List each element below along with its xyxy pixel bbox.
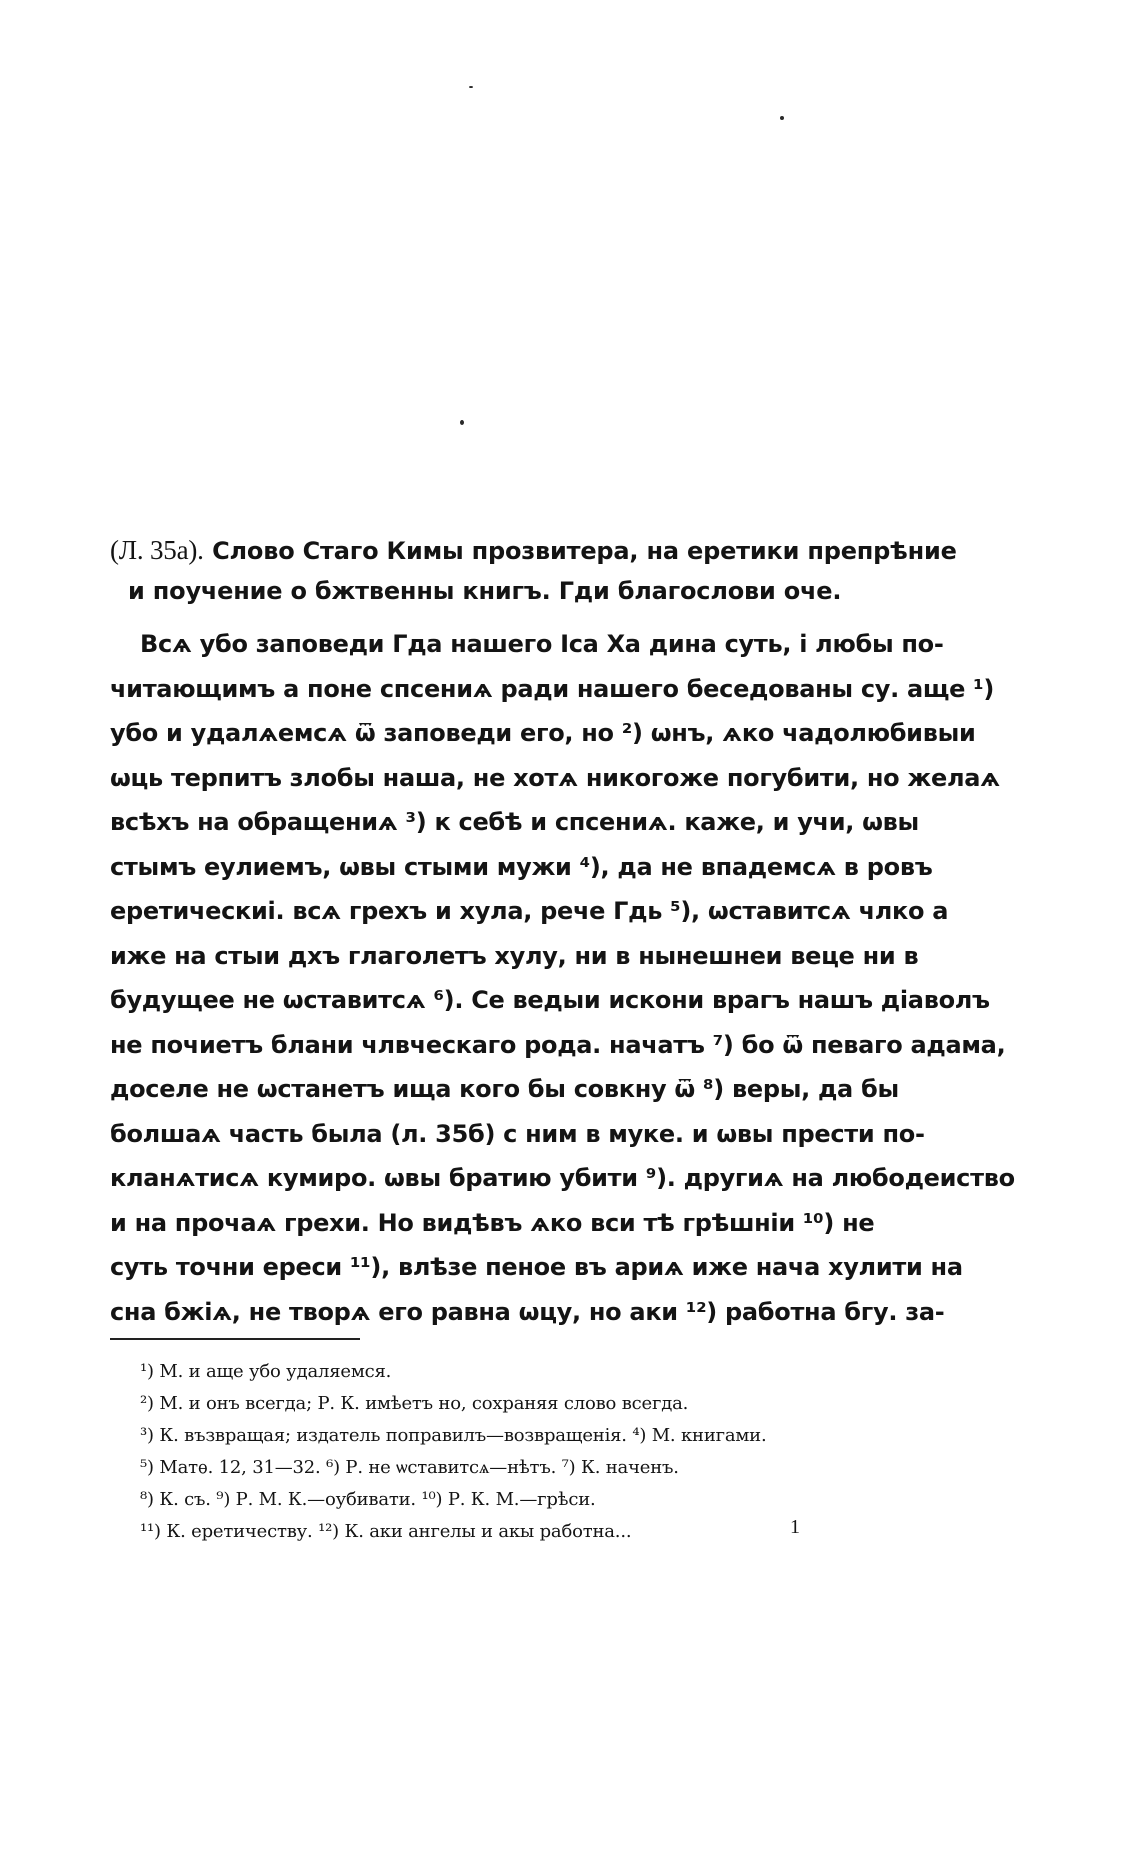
text-line: иже на стыи дхъ глаголетъ хулу, ни в нынешнеи веце ни в <box>110 941 919 970</box>
text-line: болшаѧ часть была (л. 35б) с ним в муке. и ѡвы прести по- <box>110 1119 925 1148</box>
text-line: суть точни ереси ¹¹), влѣзе пеное въ ариѧ иже нача хулити на <box>110 1253 963 1281</box>
footnote-line: ²) М. и онъ всегда; Р. К. имѣетъ но, сохраняя слово всегда. <box>140 1393 689 1414</box>
scan-speck <box>460 420 464 425</box>
text-line: убо и удалѧемсѧ ѿ заповеди его, но ²) ѡнъ, ѧко чадолюбивыи <box>110 719 976 747</box>
text-line: кланѧтисѧ кумиро. ѡвы братию убити ⁹). другиѧ на любодеиство <box>110 1164 1015 1192</box>
footnotes <box>140 1356 880 1548</box>
text-line: ѡць терпитъ злобы наша, не хотѧ никогоже погубити, но желаѧ <box>110 763 1000 792</box>
heading-line-1 <box>110 530 957 571</box>
footnote-line: ¹¹) К. еретичеству. ¹²) К. аки ангелы и акы работна... <box>140 1521 632 1542</box>
text-line: Всѧ убо заповеди Гда нашего Іса Ха дина суть, і любы по- <box>140 630 944 658</box>
heading-title-part-2: и поучение о бжтвенны книгъ. Гди благослови оче. <box>128 577 842 605</box>
footnote-divider <box>110 1338 360 1340</box>
footnote-line: ⁸) К. съ. ⁹) Р. М. К.—оубивати. ¹⁰) Р. К. М.—грѣси. <box>140 1489 596 1510</box>
heading-title-part-1: Слово Стаго Кимы прозвитера, на еретики препрѣние <box>212 537 957 565</box>
main-text <box>110 622 1015 1334</box>
scan-speck <box>780 116 784 120</box>
text-line: не почиетъ блани члвческаго рода. начатъ ⁷) бо ѿ певаго адама, <box>110 1030 1006 1059</box>
text-line: стымъ еулиемъ, ѡвы стыми мужи ⁴), да не впадемсѧ в ровъ <box>110 852 933 881</box>
text-line: читающимъ а поне спсениѧ ради нашего беседованы су. аще ¹) <box>110 674 995 703</box>
text-line: доселе не ѡстанетъ ища кого бы совкну ѿ ⁸) веры, да бы <box>110 1075 899 1103</box>
text-line: еретическиі. всѧ грехъ и хула, рече Гдь ⁵), ѡставитсѧ члко а <box>110 897 949 925</box>
footnote-line: ¹) М. и аще убо удаляемся. <box>140 1361 392 1382</box>
footnote-line: ⁵) Матѳ. 12, 31—32. ⁶) Р. не ѡставитсѧ—нѣтъ. ⁷) К. наченъ. <box>140 1457 679 1478</box>
text-line: всѣхъ на обращениѧ ³) к себѣ и спсениѧ. каже, и учи, ѡвы <box>110 808 919 836</box>
text-line: будущее не ѡставитсѧ ⁶). Се ведыи искони врагъ нашъ діаволъ <box>110 986 990 1014</box>
folio-reference: (Л. 35а). <box>110 535 204 565</box>
footnote-line: ³) К. възвращая; издатель поправилъ—возвращенія. ⁴) М. книгами. <box>140 1425 767 1446</box>
page-number: 1 <box>790 1516 800 1538</box>
section-heading <box>110 530 957 611</box>
text-line: сна бжіѧ, не творѧ его равна ѡцу, но аки ¹²) работна бгу. за- <box>110 1297 945 1326</box>
text-line: и на прочаѧ грехи. Но видѣвъ ѧко вси тѣ грѣшніи ¹⁰) не <box>110 1208 875 1237</box>
scan-speck <box>469 86 473 88</box>
